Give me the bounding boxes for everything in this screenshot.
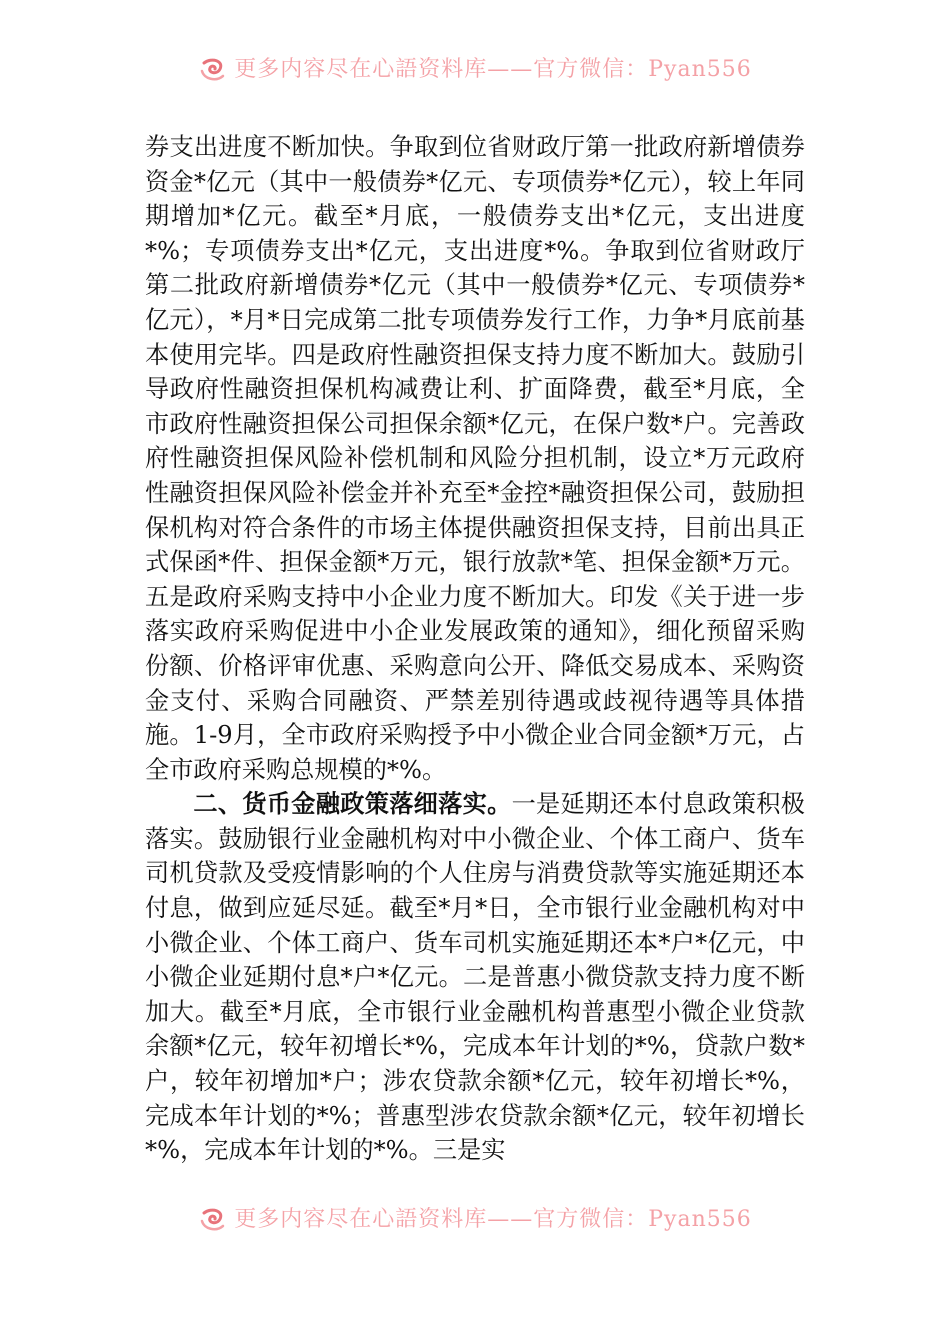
watermark-text: 更多内容尽在心語资料库——官方微信：Pyan556 [234,1207,752,1232]
swirl-logo-icon [198,57,228,83]
watermark-text: 更多内容尽在心語资料库——官方微信：Pyan556 [234,57,752,82]
swirl-logo-icon [198,1207,228,1233]
watermark-banner-bottom [0,1203,950,1237]
document-body [145,130,805,1210]
paragraph [145,787,805,1168]
watermark-banner-top [0,53,950,87]
paragraph-text: 一是延期还本付息政策积极落实。鼓励银行业金融机构对中小微企业、个体工商户、货车司机贷款及受疫情影响的个人住房与消费贷款等实施延期还本付息，做到应延尽延。截至*月*日，全市银行业金融机构对中小微企业、个体工商户、货车司机实施延期还本*户*亿元，中小微企业延期付息*户*亿元。二是普惠小微贷款支持力度不断加大。截至*月底，全市银行业金融机构普惠型小微企业贷款余额*亿元，较年初增长*%，完成本年计划的*%，贷款户数*户，较年初增加*户；涉农贷款余额*亿元，较年初增长*%，完成本年计划的*%；普惠型涉农贷款余额*亿元，较年初增长*%，完成本年计划的*%。三是实 [145,790,805,1165]
paragraph-text: 券支出进度不断加快。争取到位省财政厅第一批政府新增债券资金*亿元（其中一般债券*亿元、专项债券*亿元），较上年同期增加*亿元。截至*月底，一般债券支出*亿元，支出进度*%；专项债券支出*亿元，支出进度*%。争取到位省财政厅第二批政府新增债券*亿元（其中一般债券*亿元、专项债券*亿元），*月*日完成第二批专项债券发行工作，力争*月底前基本使用完毕。四是政府性融资担保支持力度不断加大。鼓励引导政府性融资担保机构减费让利、扩面降费，截至*月底，全市政府性融资担保公司担保余额*亿元，在保户数*户。完善政府性融资担保风险补偿机制和风险分担机制，设立*万元政府性融资担保风险补偿金并补充至*金控*融资担保公司，鼓励担保机构对符合条件的市场主体提供融资担保支持，目前出具正式保函*件、担保金额*万元，银行放款*笔、担保金额*万元。五是政府采购支持中小企业力度不断加大。印发《关于进一步落实政府采购促进中小企业发展政策的通知》，细化预留采购份额、价格评审优惠、采购意向公开、降低交易成本、采购资金支付、采购合同融资、严禁差别待遇或歧视待遇等具体措施。1-9月，全市政府采购授予中小微企业合同金额*万元，占全市政府采购总规模的*%。 [145,133,805,784]
section-heading: 二、货币金融政策落细落实。 [193,790,512,819]
paragraph [145,130,805,787]
